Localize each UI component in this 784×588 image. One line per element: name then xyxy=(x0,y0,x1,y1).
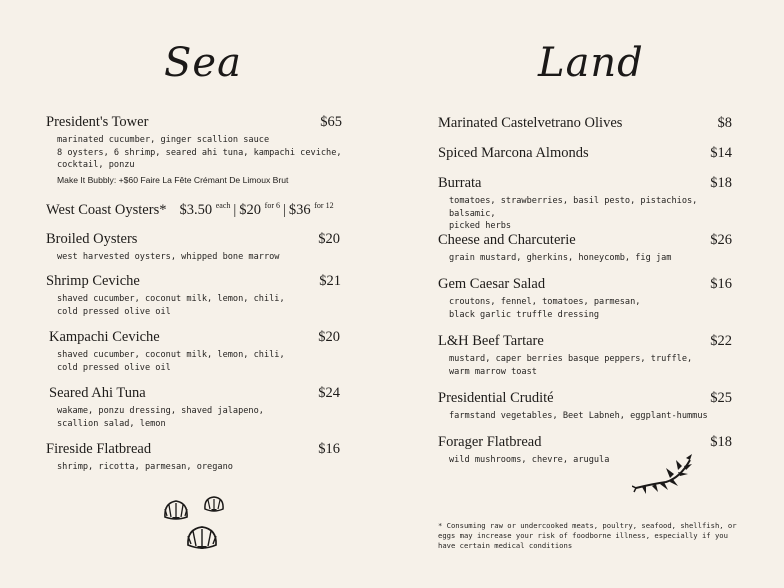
plant-sprig-icon xyxy=(632,452,696,498)
item-description: marinated cucumber, ginger scallion sauce 8 oysters, 6 shrimp, seared ahi tuna, kampachi ceviche, cocktail, ponzu xyxy=(57,135,342,171)
item-price: $22 xyxy=(710,333,732,349)
menu-item xyxy=(438,232,738,265)
allergen-footnote: * Consuming raw or undercooked meats, poultry, seafood, shellfish, or eggs may increase your risk of foodborne illness, especially if you have certain medical conditions xyxy=(438,521,737,550)
menu-item xyxy=(49,329,349,374)
item-name: Marinated Castelvetrano Olives xyxy=(438,115,623,131)
item-name: Seared Ahi Tuna xyxy=(49,385,146,401)
menu-item xyxy=(46,201,346,219)
shell-icon xyxy=(185,523,219,553)
menu-item xyxy=(438,145,738,162)
item-description: tomatoes, strawberries, basil pesto, pistachios, balsamic, picked herbs xyxy=(449,196,698,232)
item-description: west harvested oysters, whipped bone marrow xyxy=(57,252,280,262)
item-price: $3.50 $^{each}$ | $20 $^{for 6}$ | $36 $^{for 12}$ xyxy=(179,201,334,218)
menu-item xyxy=(46,114,346,185)
item-description: mustard, caper berries basque peppers, truffle, warm marrow toast xyxy=(449,354,693,377)
item-price: $16 xyxy=(710,276,732,292)
item-price: $25 xyxy=(710,390,732,406)
shell-icon xyxy=(203,494,225,514)
item-price: $16 xyxy=(318,441,340,457)
item-name: Cheese and Charcuterie xyxy=(438,232,576,248)
item-name: Forager Flatbread xyxy=(438,434,542,450)
item-price: $21 xyxy=(319,273,341,289)
menu-item xyxy=(438,115,738,132)
shell-icon xyxy=(162,497,190,523)
menu-item xyxy=(438,390,738,423)
item-name: Kampachi Ceviche xyxy=(49,329,160,345)
item-description: grain mustard, gherkins, honeycomb, fig jam xyxy=(449,253,672,263)
item-name: L&H Beef Tartare xyxy=(438,333,544,349)
item-price: $20 xyxy=(318,231,340,247)
item-name: Gem Caesar Salad xyxy=(438,276,546,292)
item-price: $65 xyxy=(320,114,342,130)
item-description: shaved cucumber, coconut milk, lemon, chili, cold pressed olive oil xyxy=(57,294,285,317)
item-name: Shrimp Ceviche xyxy=(46,273,140,289)
menu-item xyxy=(438,175,738,233)
item-description: shrimp, ricotta, parmesan, oregano xyxy=(57,462,233,472)
menu-item xyxy=(438,276,738,321)
item-description: croutons, fennel, tomatoes, parmesan, black garlic truffle dressing xyxy=(449,297,641,320)
item-name: Fireside Flatbread xyxy=(46,441,152,457)
item-price: $26 xyxy=(710,232,732,248)
item-name: Presidential Crudité xyxy=(438,390,554,406)
menu-item xyxy=(49,385,349,430)
item-description: wild mushrooms, chevre, arugula xyxy=(449,455,610,465)
item-price: $14 xyxy=(710,145,732,161)
item-price: $24 xyxy=(318,385,340,401)
item-name: West Coast Oysters* xyxy=(46,201,167,218)
item-name: Spiced Marcona Almonds xyxy=(438,145,589,161)
item-description: farmstand vegetables, Beet Labneh, eggplant-hummus xyxy=(449,411,708,421)
item-upgrade: Make It Bubbly: +$60 Faire La Fête Crémant De Limoux Brut xyxy=(57,174,289,185)
menu-item xyxy=(438,333,738,378)
menu-item xyxy=(46,441,346,474)
land-heading: Land xyxy=(538,40,644,86)
sea-heading: Sea xyxy=(164,40,242,86)
item-description: shaved cucumber, coconut milk, lemon, chili, cold pressed olive oil xyxy=(57,350,285,373)
item-description: wakame, ponzu dressing, shaved jalapeno, scallion salad, lemon xyxy=(57,406,264,429)
item-name: Broiled Oysters xyxy=(46,231,138,247)
item-price: $20 xyxy=(318,329,340,345)
item-name: President's Tower xyxy=(46,114,149,130)
menu-item xyxy=(46,273,346,318)
menu-item xyxy=(46,231,346,264)
item-price: $18 xyxy=(710,434,732,450)
item-name: Burrata xyxy=(438,175,482,191)
item-price: $18 xyxy=(710,175,732,191)
item-price: $8 xyxy=(717,115,732,131)
